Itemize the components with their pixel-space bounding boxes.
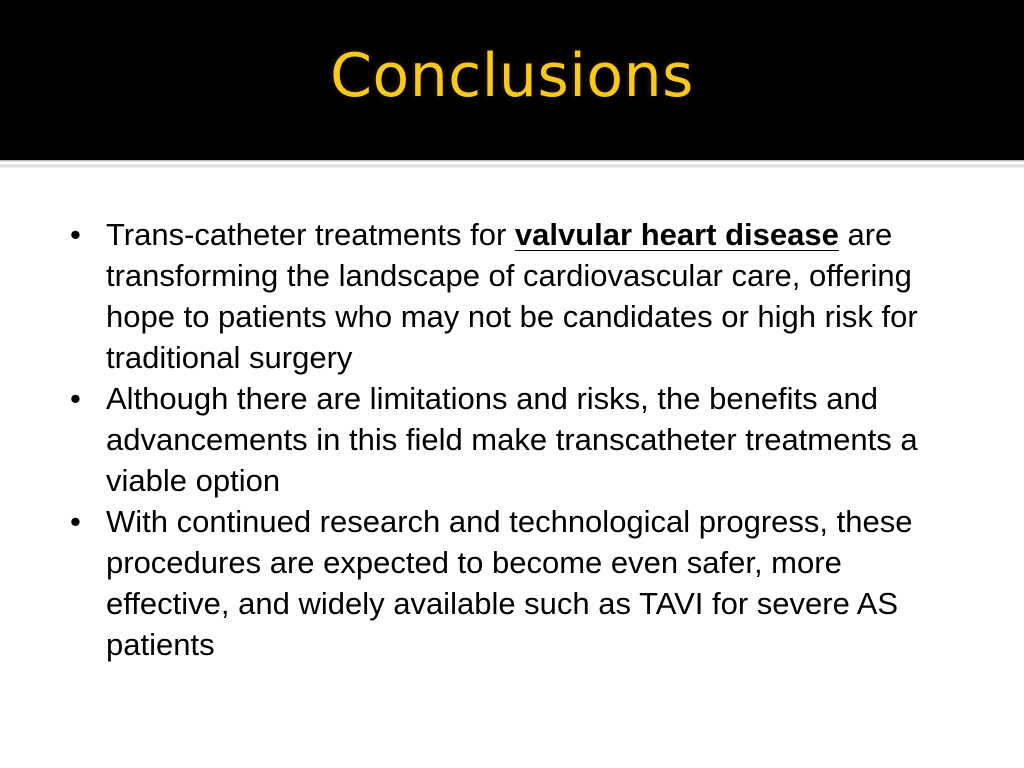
bullet-item [70, 378, 950, 501]
bullet-text: With continued research and technological progress, these procedures are expected to become even safer, more effective, and widely available such as TAVI for severe AS patients [106, 504, 913, 662]
bullet-text-before: Trans-catheter treatments for [106, 217, 515, 252]
bullet-item [70, 214, 950, 378]
emphasized-term: valvular heart disease [514, 217, 839, 252]
bullet-text: Although there are limitations and risks, the benefits and advancements in this field make transcatheter treatments a viable option [106, 381, 918, 498]
bullet-list [70, 214, 950, 665]
title-bar [0, 0, 1024, 160]
bullet-dot-icon: • [70, 381, 81, 416]
bullet-item [70, 501, 950, 665]
title-divider [0, 160, 1024, 168]
bullet-dot-icon: • [70, 504, 81, 539]
bullet-dot-icon: • [70, 217, 81, 252]
slide-title: Conclusions [330, 41, 694, 111]
bullet-text-after: are transforming the landscape of cardiovascular care, offering hope to patients who may not be candidates or high risk for traditional surgery [106, 217, 918, 375]
